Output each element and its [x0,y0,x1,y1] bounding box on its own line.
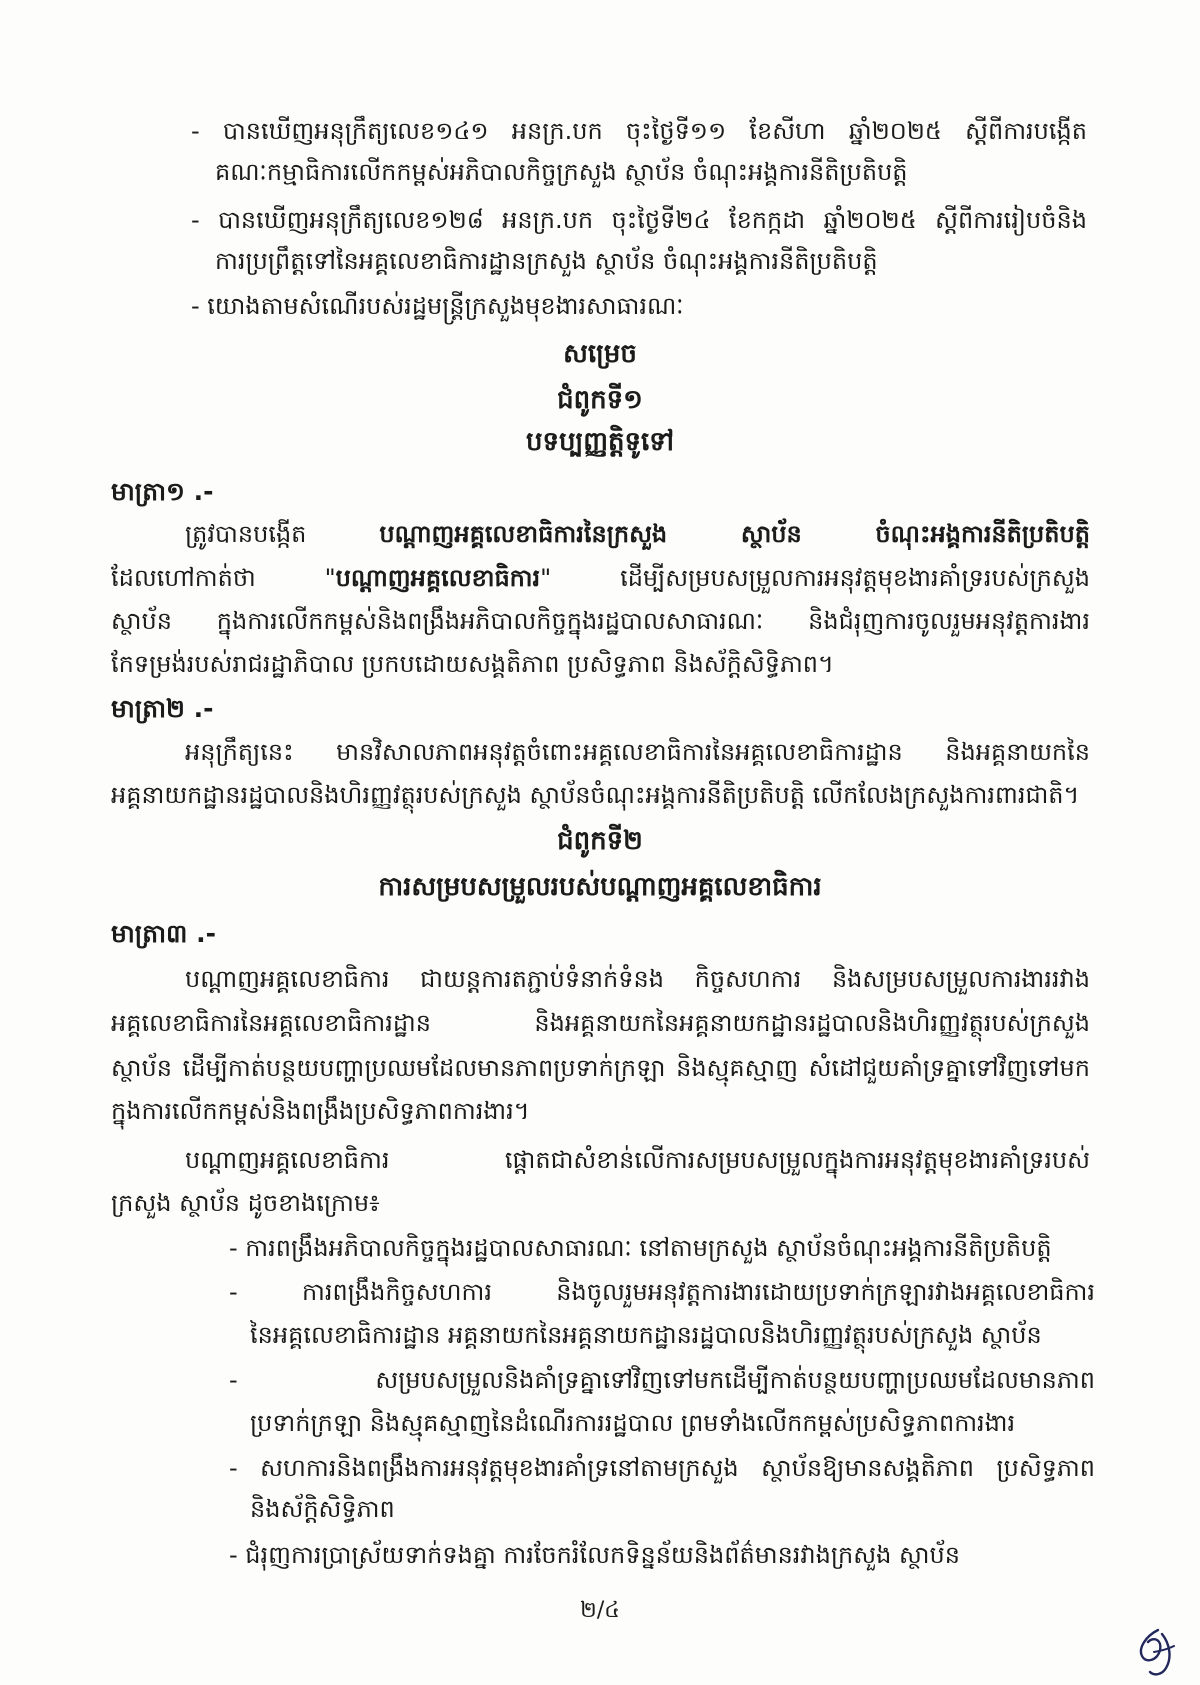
preamble-line: - បានឃើញអនុក្រឹត្យលេខ១២៨ អនក្រ.បក ចុះថ្ងៃទី២៤ ខែកក្កដា ឆ្នាំ២០២៥ ស្តីពីការរៀបចំនិង [191,206,1087,234]
emphasized-text: បណ្តាញអគ្គលេខាធិការនៃក្រសួង ស្ថាប័ន ចំណុះអង្គការនីតិប្រតិបត្តិ [379,520,1090,548]
chapter-name: បទប្បញ្ញត្តិទូទៅ [525,427,675,457]
list-item: - ជំរុញការប្រាស្រ័យទាក់ទងគ្នា ការចែករំលែកទិន្នន័យនិងព័ត៌មានរវាងក្រសួង ស្ថាប័ន [229,1541,960,1569]
signature-initial [1128,1624,1184,1680]
article-paragraph-line: អនុក្រឹត្យនេះ មានវិសាលភាពអនុវត្តចំពោះអគ្គលេខាធិការនៃអគ្គលេខាធិការដ្ឋាន និងអគ្គនាយកនៃ [185,738,1090,766]
list-item-continuation: នៃអគ្គលេខាធិការដ្ឋាន អគ្គនាយកនៃអគ្គនាយកដ្ឋានរដ្ឋបាលនិងហិរញ្ញវត្ថុរបស់ក្រសួង ស្ថាប័ន [250,1321,1042,1349]
article-paragraph-line: ក្នុងការលើកកម្ពស់និងពង្រឹងប្រសិទ្ធភាពការងារ។ [111,1097,530,1125]
article-paragraph-line [111,556,1090,600]
article-label: មាត្រា២ .- [111,694,214,723]
article-label: មាត្រា៣ .- [111,919,216,948]
list-item-continuation: ប្រទាក់ក្រឡា និងស្មុគស្មាញនៃដំណើរការរដ្ឋបាល ព្រមទាំងលើកកម្ពស់ប្រសិទ្ធភាពការងារ [250,1409,1016,1437]
chapter-title: ជំពូកទី២ [557,826,643,856]
article-paragraph-line [185,512,1090,556]
article-label: មាត្រា១ .- [111,477,214,506]
list-item: - សហការនិងពង្រឹងការអនុវត្តមុខងារគាំទ្រនៅតាមក្រសួង ស្ថាប័នឱ្យមានសង្គតិភាព ប្រសិទ្ធភាព [229,1454,1095,1482]
article-paragraph-line: ស្ថាប័ន ក្នុងការលើកកម្ពស់និងពង្រឹងអភិបាលកិច្ចក្នុងរដ្ឋបាលសាធារណៈ និងជំរុញការចូលរួមអនុវត្តការងារ [111,607,1090,635]
preamble-line: ការប្រព្រឹត្តទៅនៃអគ្គលេខាធិការដ្ឋានក្រសួង ស្ថាប័ន ចំណុះអង្គការនីតិប្រតិបត្តិ [215,247,878,275]
list-item: - ការពង្រឹងអភិបាលកិច្ចក្នុងរដ្ឋបាលសាធារណៈ នៅតាមក្រសួង ស្ថាប័នចំណុះអង្គការនីតិប្រតិបត្តិ [229,1234,1052,1262]
article-paragraph-line: អគ្គនាយកដ្ឋានរដ្ឋបាលនិងហិរញ្ញវត្ថុរបស់ក្រសួង ស្ថាប័នចំណុះអង្គការនីតិប្រតិបត្តិ លើកលែងក្រសួងការពារជាតិ។ [111,781,1080,809]
text-run: ដែលហៅកាត់ថា " [111,564,336,592]
preamble-line: គណៈកម្មាធិការលើកកម្ពស់អភិបាលកិច្ចក្រសួង ស្ថាប័ន ចំណុះអង្គការនីតិប្រតិបត្តិ [215,158,908,186]
text-run: " ដើម្បីសម្របសម្រួលការអនុវត្តមុខងារគាំទ្ររបស់ក្រសួង [540,564,1090,592]
text-run: ត្រូវបានបង្កើត [185,520,380,548]
preamble-line: - បានឃើញអនុក្រឹត្យលេខ១៤១ អនក្រ.បក ចុះថ្ងៃទី១១ ខែសីហា ឆ្នាំ២០២៥ ស្តីពីការបង្កើត [191,117,1087,145]
list-item: - សម្របសម្រួលនិងគាំទ្រគ្នាទៅវិញទៅមកដើម្បីកាត់បន្ថយបញ្ហាប្រឈមដែលមានភាព [229,1366,1095,1394]
decision-heading: សម្រេច [563,339,637,369]
preamble-line: - យោងតាមសំណើរបស់រដ្ឋមន្ត្រីក្រសួងមុខងារសាធារណៈ [191,292,684,320]
page-number: ២/៤ [580,1598,620,1623]
emphasized-text: បណ្តាញអគ្គលេខាធិការ [335,564,541,592]
article-paragraph-line: បណ្តាញអគ្គលេខាធិការ ផ្តោតជាសំខាន់លើការសម្របសម្រួលក្នុងការអនុវត្តមុខងារគាំទ្ររបស់ [185,1146,1090,1174]
chapter-title: ជំពូកទី១ [557,385,643,415]
article-paragraph-line: ក្រសួង ស្ថាប័ន ដូចខាងក្រោម៖ [111,1189,380,1217]
list-item: - ការពង្រឹងកិច្ចសហការ និងចូលរួមអនុវត្តការងារដោយប្រទាក់ក្រឡារវាងអគ្គលេខាធិការ [229,1278,1095,1306]
article-paragraph-line: ស្ថាប័ន ដើម្បីកាត់បន្ថយបញ្ហាប្រឈមដែលមានភាពប្រទាក់ក្រឡា និងស្មុគស្មាញ សំដៅជួយគាំទ្រគ្នាទៅវិញទៅមក [111,1054,1090,1082]
signature-stroke [1141,1630,1160,1660]
chapter-name: ការសម្របសម្រួលរបស់បណ្តាញអគ្គលេខាធិការ [378,872,822,902]
article-paragraph-line: អគ្គលេខាធិការនៃអគ្គលេខាធិការដ្ឋាន និងអគ្គនាយកនៃអគ្គនាយកដ្ឋានរដ្ឋបាលនិងហិរញ្ញវត្ថុរបស់ក្រសួង [111,1009,1090,1037]
signature-stroke [1154,1646,1174,1652]
article-paragraph-line: បណ្តាញអគ្គលេខាធិការ ជាយន្តការតភ្ជាប់ទំនាក់ទំនង កិច្ចសហការ និងសម្របសម្រួលការងាររវាង [185,965,1090,993]
list-item-continuation: និងស័ក្តិសិទ្ធិភាព [250,1495,395,1523]
article-paragraph-line: កែទម្រង់របស់រាជរដ្ឋាភិបាល ប្រកបដោយសង្គតិភាព ប្រសិទ្ធភាព និងស័ក្តិសិទ្ធិភាព។ [111,650,834,678]
